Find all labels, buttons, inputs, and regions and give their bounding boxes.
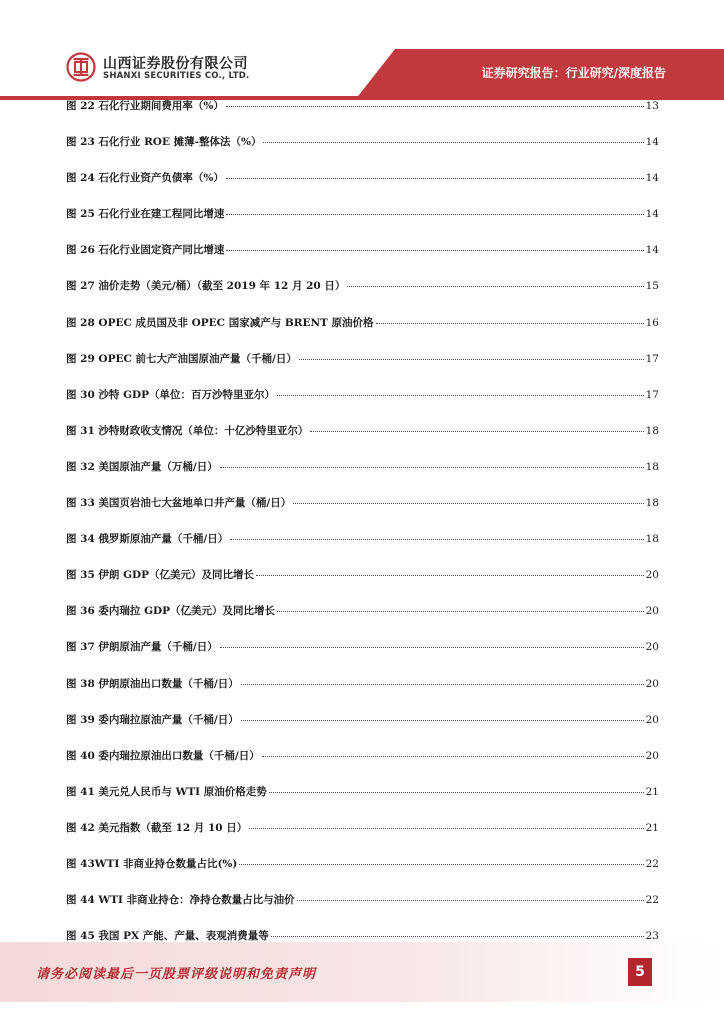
toc-entry-page: 15 xyxy=(645,280,659,293)
company-name-en: SHANXI SECURITIES CO., LTD. xyxy=(103,71,250,81)
toc-entry-title: 图 30 沙特 GDP（单位：百万沙特里亚尔） xyxy=(66,388,276,401)
toc-entry-page: 14 xyxy=(645,208,659,221)
toc-entry-page: 17 xyxy=(645,388,659,401)
toc-dot-leader xyxy=(263,141,643,143)
toc-dot-leader xyxy=(310,430,643,432)
toc-entry-title: 图 22 石化行业期间费用率（%） xyxy=(66,100,224,112)
header-banner xyxy=(0,0,724,100)
toc-dot-leader xyxy=(241,683,644,685)
toc-entry[interactable] xyxy=(66,530,659,566)
toc-entry[interactable] xyxy=(66,386,659,422)
toc-dot-leader xyxy=(269,791,644,793)
report-type-label: 证券研究报告：行业研究/深度报告 xyxy=(481,66,666,80)
toc-entry-title: 图 37 伊朗原油产量（千桶/日） xyxy=(66,641,218,654)
toc-entry-page: 17 xyxy=(645,352,659,365)
shanxi-securities-logo-icon xyxy=(66,52,96,82)
toc-entry-title: 图 42 美元指数（截至 12 月 10 日） xyxy=(66,821,248,834)
figure-toc-list xyxy=(66,97,659,963)
toc-entry-page: 20 xyxy=(645,677,659,690)
toc-entry-title: 图 25 石化行业在建工程同比增速 xyxy=(66,208,225,221)
toc-entry-title: 图 31 沙特财政收支情况（单位：十亿沙特里亚尔） xyxy=(66,424,309,437)
toc-entry[interactable] xyxy=(66,819,659,855)
company-name-cn: 山西证券股份有限公司 xyxy=(103,56,248,72)
toc-dot-leader xyxy=(262,755,644,757)
toc-entry[interactable] xyxy=(66,277,659,313)
toc-entry-page: 14 xyxy=(645,136,659,149)
toc-entry-title: 图 43WTI 非商业持仓数量占比(%) xyxy=(66,857,238,870)
toc-entry-page: 18 xyxy=(645,460,659,473)
toc-entry[interactable] xyxy=(66,638,659,674)
toc-entry-title: 图 44 WTI 非商业持仓：净持仓数量占比与油价 xyxy=(66,894,295,907)
toc-entry-title: 图 23 石化行业 ROE 摊薄-整体法（%） xyxy=(66,136,262,149)
page-number-badge: 5 xyxy=(628,958,652,986)
toc-dot-leader xyxy=(230,538,643,540)
toc-entry-title: 图 38 伊朗原油出口数量（千桶/日） xyxy=(66,677,239,690)
toc-entry-title: 图 39 委内瑞拉原油产量（千桶/日） xyxy=(66,713,239,726)
toc-entry[interactable] xyxy=(66,675,659,711)
toc-entry-page: 18 xyxy=(645,497,659,510)
toc-entry-title: 图 36 委内瑞拉 GDP（亿美元）及同比增长 xyxy=(66,605,276,618)
toc-dot-leader xyxy=(277,610,644,612)
toc-entry-page: 22 xyxy=(645,894,659,907)
toc-dot-leader xyxy=(220,646,644,648)
toc-dot-leader xyxy=(241,719,644,721)
toc-dot-leader xyxy=(256,574,644,576)
toc-dot-leader xyxy=(376,322,644,324)
toc-entry[interactable] xyxy=(66,891,659,927)
toc-entry-title: 图 29 OPEC 前七大产油国原油产量（千桶/日） xyxy=(66,352,297,365)
toc-entry-page: 14 xyxy=(645,172,659,185)
toc-entry-page: 20 xyxy=(645,749,659,762)
toc-entry[interactable] xyxy=(66,97,659,133)
toc-entry-page: 18 xyxy=(645,533,659,546)
toc-dot-leader xyxy=(239,863,643,865)
toc-entry[interactable] xyxy=(66,747,659,783)
toc-entry[interactable] xyxy=(66,783,659,819)
toc-entry[interactable] xyxy=(66,205,659,241)
toc-entry-title: 图 33 美国页岩油七大盆地单口井产量（桶/日） xyxy=(66,497,292,510)
toc-entry[interactable] xyxy=(66,422,659,458)
disclaimer-text: 请务必阅读最后一页股票评级说明和免责声明 xyxy=(36,967,317,982)
toc-dot-leader xyxy=(226,213,643,215)
toc-entry-title: 图 24 石化行业资产负债率（%） xyxy=(66,172,224,185)
toc-dot-leader xyxy=(347,285,643,287)
toc-dot-leader xyxy=(226,105,644,107)
toc-entry-page: 22 xyxy=(645,857,659,870)
toc-entry-page: 20 xyxy=(645,641,659,654)
toc-entry-page: 18 xyxy=(645,424,659,437)
toc-entry-title: 图 35 伊朗 GDP（亿美元）及同比增长 xyxy=(66,569,255,582)
toc-entry[interactable] xyxy=(66,133,659,169)
toc-entry-title: 图 27 油价走势（美元/桶）（截至 2019 年 12 月 20 日） xyxy=(66,280,346,293)
toc-dot-leader xyxy=(297,899,644,901)
toc-dot-leader xyxy=(293,502,643,504)
toc-entry[interactable] xyxy=(66,566,659,602)
toc-entry[interactable] xyxy=(66,494,659,530)
toc-entry-page: 20 xyxy=(645,605,659,618)
toc-dot-leader xyxy=(277,394,644,396)
toc-entry[interactable] xyxy=(66,241,659,277)
toc-entry-page: 20 xyxy=(645,569,659,582)
toc-entry-page: 21 xyxy=(645,821,659,834)
toc-entry-page: 23 xyxy=(645,930,659,943)
toc-entry-title: 图 28 OPEC 成员国及非 OPEC 国家减产与 BRENT 原油价格 xyxy=(66,316,374,329)
toc-dot-leader xyxy=(220,466,644,468)
toc-entry-title: 图 34 俄罗斯原油产量（千桶/日） xyxy=(66,533,229,546)
toc-entry-page: 14 xyxy=(645,244,659,257)
toc-entry-title: 图 40 委内瑞拉原油出口数量（千桶/日） xyxy=(66,749,260,762)
toc-entry-page: 16 xyxy=(645,316,659,329)
toc-entry-title: 图 41 美元兑人民币与 WTI 原油价格走势 xyxy=(66,785,267,798)
toc-entry-page: 13 xyxy=(645,100,659,112)
toc-dot-leader xyxy=(249,827,643,829)
toc-entry-title: 图 26 石化行业固定资产同比增速 xyxy=(66,244,225,257)
toc-entry-page: 21 xyxy=(645,785,659,798)
toc-entry[interactable] xyxy=(66,602,659,638)
toc-dot-leader xyxy=(226,177,644,179)
page-header xyxy=(0,0,724,100)
toc-entry-page: 20 xyxy=(645,713,659,726)
toc-entry-title: 图 45 我国 PX 产能、产量、表观消费量等 xyxy=(66,930,269,943)
toc-entry-title: 图 32 美国原油产量（万桶/日） xyxy=(66,460,218,473)
page-footer xyxy=(0,942,724,1002)
toc-entry[interactable] xyxy=(66,855,659,891)
toc-entry[interactable] xyxy=(66,169,659,205)
toc-entry[interactable] xyxy=(66,314,659,350)
toc-dot-leader xyxy=(271,935,644,937)
toc-dot-leader xyxy=(299,358,644,360)
toc-entry[interactable] xyxy=(66,350,659,386)
toc-dot-leader xyxy=(226,249,643,251)
toc-entry[interactable] xyxy=(66,458,659,494)
toc-entry[interactable] xyxy=(66,711,659,747)
